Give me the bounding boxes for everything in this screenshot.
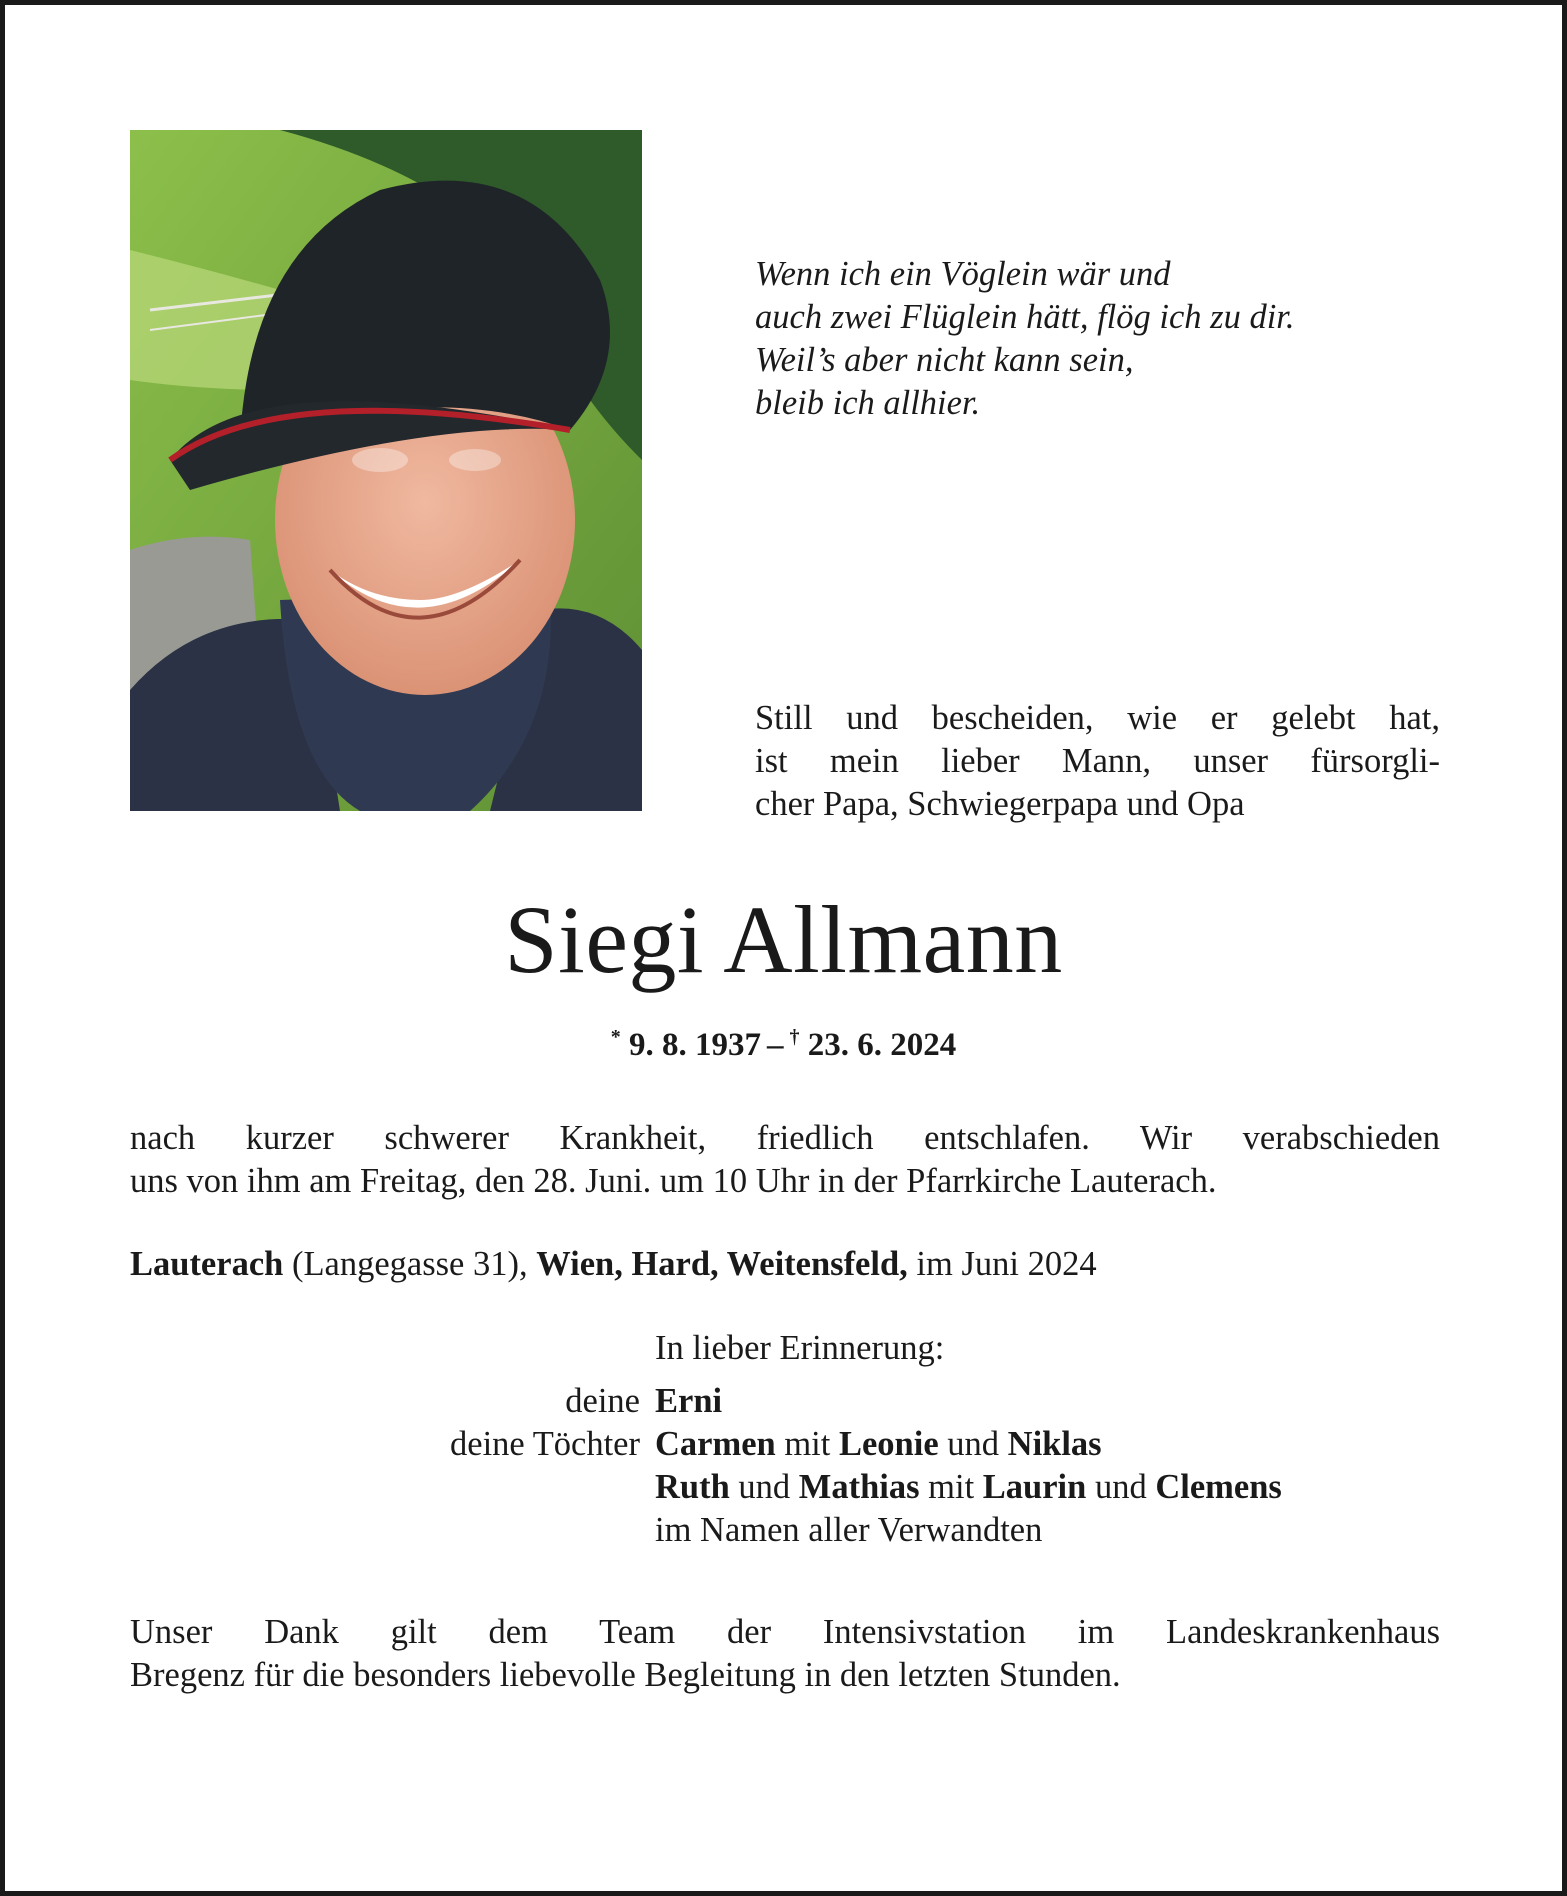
announcement-text bbox=[130, 1117, 1440, 1203]
relatives-line: im Namen aller Verwandten bbox=[655, 1511, 1043, 1549]
connector-word: mit bbox=[784, 1425, 831, 1463]
intro-text bbox=[755, 697, 1440, 826]
daughter-name: Ruth bbox=[655, 1468, 730, 1506]
birth-date: 9. 8. 1937 bbox=[629, 1027, 761, 1063]
grandchild-name: Niklas bbox=[1007, 1425, 1102, 1463]
intro-line: cher Papa, Schwiegerpapa und Opa bbox=[755, 785, 1245, 823]
portrait-photo bbox=[130, 130, 642, 811]
mourner-row bbox=[5, 1509, 1562, 1552]
deceased-name: Siegi Allmann bbox=[504, 886, 1063, 993]
announcement-line: nach kurzer schwerer Krankheit, friedlich entschlafen. Wir verabschieden bbox=[130, 1119, 1440, 1157]
connector-word: und bbox=[1094, 1468, 1147, 1506]
connector-word: mit bbox=[928, 1468, 975, 1506]
intro-line: ist mein lieber Mann, unser fürsorgli- bbox=[755, 742, 1440, 780]
portrait-illustration bbox=[130, 130, 642, 811]
thanks-line: Bregenz für die besonders liebevolle Begleitung in den letzten Stunden. bbox=[130, 1656, 1121, 1694]
place-date: im Juni 2024 bbox=[916, 1245, 1097, 1283]
place-other-towns: Wien, Hard, Weitensfeld, bbox=[536, 1245, 908, 1283]
mourners-heading: In lieber Erinnerung: bbox=[655, 1329, 945, 1367]
mourner-row bbox=[5, 1423, 1562, 1466]
mourner-row bbox=[5, 1380, 1562, 1423]
death-date: 23. 6. 2024 bbox=[807, 1027, 957, 1063]
poem-line: Weil’s aber nicht kann sein, bbox=[755, 341, 1134, 379]
mourner-row bbox=[5, 1466, 1562, 1509]
death-symbol: † bbox=[789, 1026, 800, 1048]
mourners-list bbox=[5, 1380, 1562, 1552]
place-town: Lauterach bbox=[130, 1245, 284, 1283]
grandchild-name: Laurin bbox=[982, 1468, 1087, 1506]
daughter-name: Carmen bbox=[655, 1425, 776, 1463]
place-and-date bbox=[130, 1243, 1470, 1286]
wife-label: deine bbox=[565, 1382, 640, 1420]
thanks-line: Unser Dank gilt dem Team der Intensivstation im Landeskrankenhaus bbox=[130, 1613, 1440, 1651]
grandchild-name: Clemens bbox=[1155, 1468, 1282, 1506]
birth-symbol: * bbox=[610, 1026, 621, 1048]
poem bbox=[755, 253, 1475, 425]
thanks-text bbox=[130, 1611, 1440, 1697]
date-separator: – bbox=[767, 1027, 784, 1063]
place-address: (Langegasse 31), bbox=[291, 1245, 528, 1283]
daughters-label: deine Töchter bbox=[450, 1425, 640, 1463]
poem-line: auch zwei Flüglein hätt, flög ich zu dir. bbox=[755, 298, 1295, 336]
partner-name: Mathias bbox=[798, 1468, 920, 1506]
connector-word: und bbox=[947, 1425, 1000, 1463]
connector-word: und bbox=[738, 1468, 791, 1506]
grandchild-name: Leonie bbox=[838, 1425, 939, 1463]
poem-line: bleib ich allhier. bbox=[755, 384, 981, 422]
wife-name: Erni bbox=[655, 1382, 723, 1420]
announcement-line: uns von ihm am Freitag, den 28. Juni. um 10 Uhr in der Pfarrkirche Lauterach. bbox=[130, 1162, 1217, 1200]
intro-line: Still und bescheiden, wie er gelebt hat, bbox=[755, 699, 1440, 737]
poem-line: Wenn ich ein Vöglein wär und bbox=[755, 255, 1171, 293]
life-dates bbox=[5, 1015, 1562, 1067]
